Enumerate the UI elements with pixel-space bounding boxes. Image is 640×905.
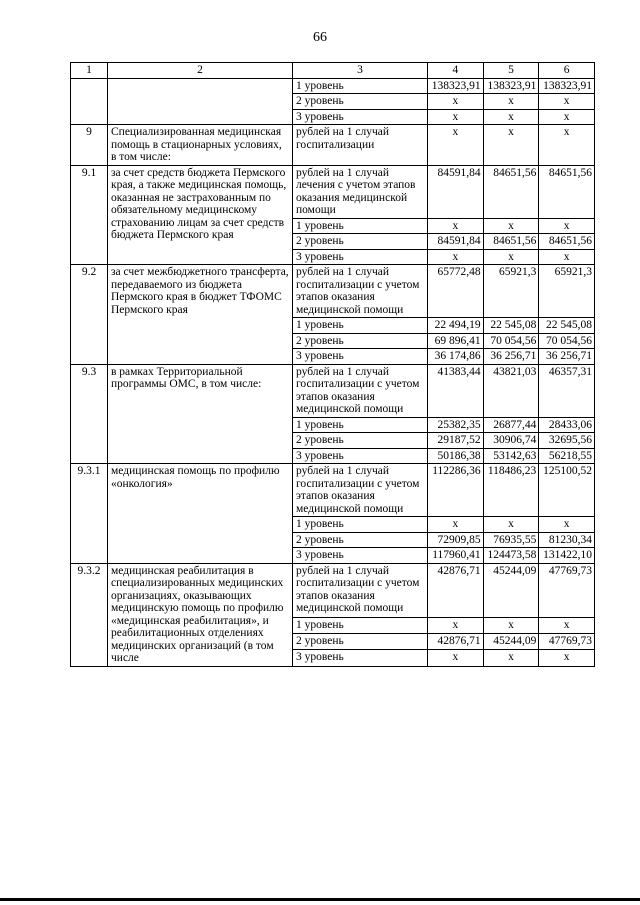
unit-cell: 1 уровень bbox=[293, 318, 428, 334]
value-cell: 47769,73 bbox=[539, 634, 595, 650]
value-cell: x bbox=[539, 218, 595, 234]
value-cell: x bbox=[539, 249, 595, 265]
value-cell: 138323,91 bbox=[483, 78, 539, 94]
value-cell: 45244,09 bbox=[483, 563, 539, 618]
value-cell: 47769,73 bbox=[539, 563, 595, 618]
unit-cell: 2 уровень bbox=[293, 94, 428, 110]
value-cell: 41383,44 bbox=[428, 364, 484, 417]
value-cell: x bbox=[539, 650, 595, 666]
value-cell: 29187,52 bbox=[428, 433, 484, 449]
value-cell: x bbox=[483, 650, 539, 666]
unit-cell: 1 уровень bbox=[293, 218, 428, 234]
value-cell: 36 174,86 bbox=[428, 349, 484, 365]
cost-table bbox=[70, 62, 595, 667]
value-cell: 42876,71 bbox=[428, 563, 484, 618]
value-cell: 30906,74 bbox=[483, 433, 539, 449]
row-name-cell: медицинская помощь по профилю «онкология» bbox=[108, 464, 293, 564]
row-name-cell: медицинская реабилитация в специализированных медицинских организациях, оказывающих медицинскую помощь по профилю «медицинская реабилитация», и реабилитационных отделениях медицинских организаций (в том числе bbox=[108, 563, 293, 666]
value-cell: 76935,55 bbox=[483, 532, 539, 548]
unit-cell: рублей на 1 случай лечения с учетом этапов оказания медицинской помощи bbox=[293, 165, 428, 218]
unit-cell: 1 уровень bbox=[293, 78, 428, 94]
value-cell: 72909,85 bbox=[428, 532, 484, 548]
value-cell: 70 054,56 bbox=[539, 333, 595, 349]
value-cell: 117960,41 bbox=[428, 548, 484, 564]
row-number-cell: 9.2 bbox=[71, 265, 108, 365]
unit-cell: рублей на 1 случай госпитализации с учетом этапов оказания медицинской помощи bbox=[293, 265, 428, 318]
unit-cell: рублей на 1 случай госпитализации с учетом этапов оказания медицинской помощи bbox=[293, 364, 428, 417]
value-cell: x bbox=[428, 218, 484, 234]
value-cell: 22 545,08 bbox=[483, 318, 539, 334]
header-cell-1: 1 bbox=[71, 63, 108, 79]
table-row bbox=[71, 78, 595, 94]
row-number-cell: 9.3.1 bbox=[71, 464, 108, 564]
value-cell: 46357,31 bbox=[539, 364, 595, 417]
value-cell: 36 256,71 bbox=[483, 349, 539, 365]
value-cell: x bbox=[539, 618, 595, 634]
table-header-row bbox=[71, 63, 595, 79]
value-cell: 84591,84 bbox=[428, 234, 484, 250]
value-cell: 65921,3 bbox=[483, 265, 539, 318]
value-cell: 112286,36 bbox=[428, 464, 484, 517]
value-cell: 25382,35 bbox=[428, 417, 484, 433]
page-number: 66 bbox=[313, 30, 327, 45]
table-row bbox=[71, 364, 595, 417]
row-name-cell: за счет средств бюджета Пермского края, а также медицинская помощь, оказанная не застрахованным по обязательному медицинскому страхованию лицам за счет средств бюджета Пермского края bbox=[108, 165, 293, 265]
table-row bbox=[71, 125, 595, 166]
row-name-cell: Специализированная медицинская помощь в стационарных условиях, в том числе: bbox=[108, 125, 293, 166]
value-cell: 28433,06 bbox=[539, 417, 595, 433]
unit-cell: рублей на 1 случай госпитализации bbox=[293, 125, 428, 166]
value-cell: 42876,71 bbox=[428, 634, 484, 650]
value-cell: 84651,56 bbox=[539, 165, 595, 218]
value-cell: x bbox=[428, 94, 484, 110]
value-cell: x bbox=[428, 517, 484, 533]
unit-cell: 2 уровень bbox=[293, 634, 428, 650]
unit-cell: 2 уровень bbox=[293, 433, 428, 449]
unit-cell: 1 уровень bbox=[293, 417, 428, 433]
header-cell-2: 2 bbox=[108, 63, 293, 79]
unit-cell: 1 уровень bbox=[293, 517, 428, 533]
value-cell: 22 494,19 bbox=[428, 318, 484, 334]
value-cell: 43821,03 bbox=[483, 364, 539, 417]
value-cell: x bbox=[539, 125, 595, 166]
row-name-cell bbox=[108, 78, 293, 125]
value-cell: 26877,44 bbox=[483, 417, 539, 433]
table-row bbox=[71, 464, 595, 517]
unit-cell: 2 уровень bbox=[293, 532, 428, 548]
unit-cell: 3 уровень bbox=[293, 548, 428, 564]
value-cell: x bbox=[483, 249, 539, 265]
value-cell: 138323,91 bbox=[539, 78, 595, 94]
value-cell: 65772,48 bbox=[428, 265, 484, 318]
value-cell: x bbox=[428, 125, 484, 166]
header-cell-5: 5 bbox=[483, 63, 539, 79]
value-cell: 125100,52 bbox=[539, 464, 595, 517]
value-cell: 50186,38 bbox=[428, 448, 484, 464]
value-cell: 53142,63 bbox=[483, 448, 539, 464]
header-cell-6: 6 bbox=[539, 63, 595, 79]
bottom-rule bbox=[0, 898, 640, 901]
unit-cell: 1 уровень bbox=[293, 618, 428, 634]
value-cell: 45244,09 bbox=[483, 634, 539, 650]
value-cell: 138323,91 bbox=[428, 78, 484, 94]
value-cell: 32695,56 bbox=[539, 433, 595, 449]
value-cell: 84651,56 bbox=[483, 234, 539, 250]
value-cell: 84651,56 bbox=[483, 165, 539, 218]
unit-cell: 3 уровень bbox=[293, 249, 428, 265]
value-cell: 84651,56 bbox=[539, 234, 595, 250]
value-cell: 118486,23 bbox=[483, 464, 539, 517]
value-cell: x bbox=[428, 109, 484, 125]
table-row bbox=[71, 265, 595, 318]
unit-cell: 3 уровень bbox=[293, 650, 428, 666]
unit-cell: рублей на 1 случай госпитализации с учетом этапов оказания медицинской помощи bbox=[293, 563, 428, 618]
value-cell: 56218,55 bbox=[539, 448, 595, 464]
value-cell: 84591,84 bbox=[428, 165, 484, 218]
value-cell: x bbox=[539, 517, 595, 533]
value-cell: 131422,10 bbox=[539, 548, 595, 564]
table-row bbox=[71, 563, 595, 618]
value-cell: 70 054,56 bbox=[483, 333, 539, 349]
value-cell: 22 545,08 bbox=[539, 318, 595, 334]
value-cell: x bbox=[483, 109, 539, 125]
value-cell: 65921,3 bbox=[539, 265, 595, 318]
unit-cell: 2 уровень bbox=[293, 234, 428, 250]
value-cell: x bbox=[483, 618, 539, 634]
value-cell: 69 896,41 bbox=[428, 333, 484, 349]
unit-cell: 2 уровень bbox=[293, 333, 428, 349]
value-cell: x bbox=[428, 249, 484, 265]
row-name-cell: за счет межбюджетного трансферта, передаваемого из бюджета Пермского края в бюджет ТФОМС Пермского края bbox=[108, 265, 293, 365]
value-cell: 81230,34 bbox=[539, 532, 595, 548]
row-number-cell: 9.1 bbox=[71, 165, 108, 265]
row-number-cell bbox=[71, 78, 108, 125]
value-cell: x bbox=[483, 125, 539, 166]
unit-cell: рублей на 1 случай госпитализации с учетом этапов оказания медицинской помощи bbox=[293, 464, 428, 517]
header-cell-4: 4 bbox=[428, 63, 484, 79]
value-cell: x bbox=[539, 109, 595, 125]
value-cell: x bbox=[539, 94, 595, 110]
value-cell: 124473,58 bbox=[483, 548, 539, 564]
row-number-cell: 9.3 bbox=[71, 364, 108, 464]
table-row bbox=[71, 165, 595, 218]
value-cell: x bbox=[483, 517, 539, 533]
value-cell: x bbox=[483, 218, 539, 234]
header-cell-3: 3 bbox=[293, 63, 428, 79]
value-cell: x bbox=[428, 618, 484, 634]
row-number-cell: 9 bbox=[71, 125, 108, 166]
unit-cell: 3 уровень bbox=[293, 109, 428, 125]
value-cell: x bbox=[428, 650, 484, 666]
unit-cell: 3 уровень bbox=[293, 448, 428, 464]
value-cell: 36 256,71 bbox=[539, 349, 595, 365]
row-number-cell: 9.3.2 bbox=[71, 563, 108, 666]
value-cell: x bbox=[483, 94, 539, 110]
row-name-cell: в рамках Территориальной программы ОМС, в том числе: bbox=[108, 364, 293, 464]
unit-cell: 3 уровень bbox=[293, 349, 428, 365]
